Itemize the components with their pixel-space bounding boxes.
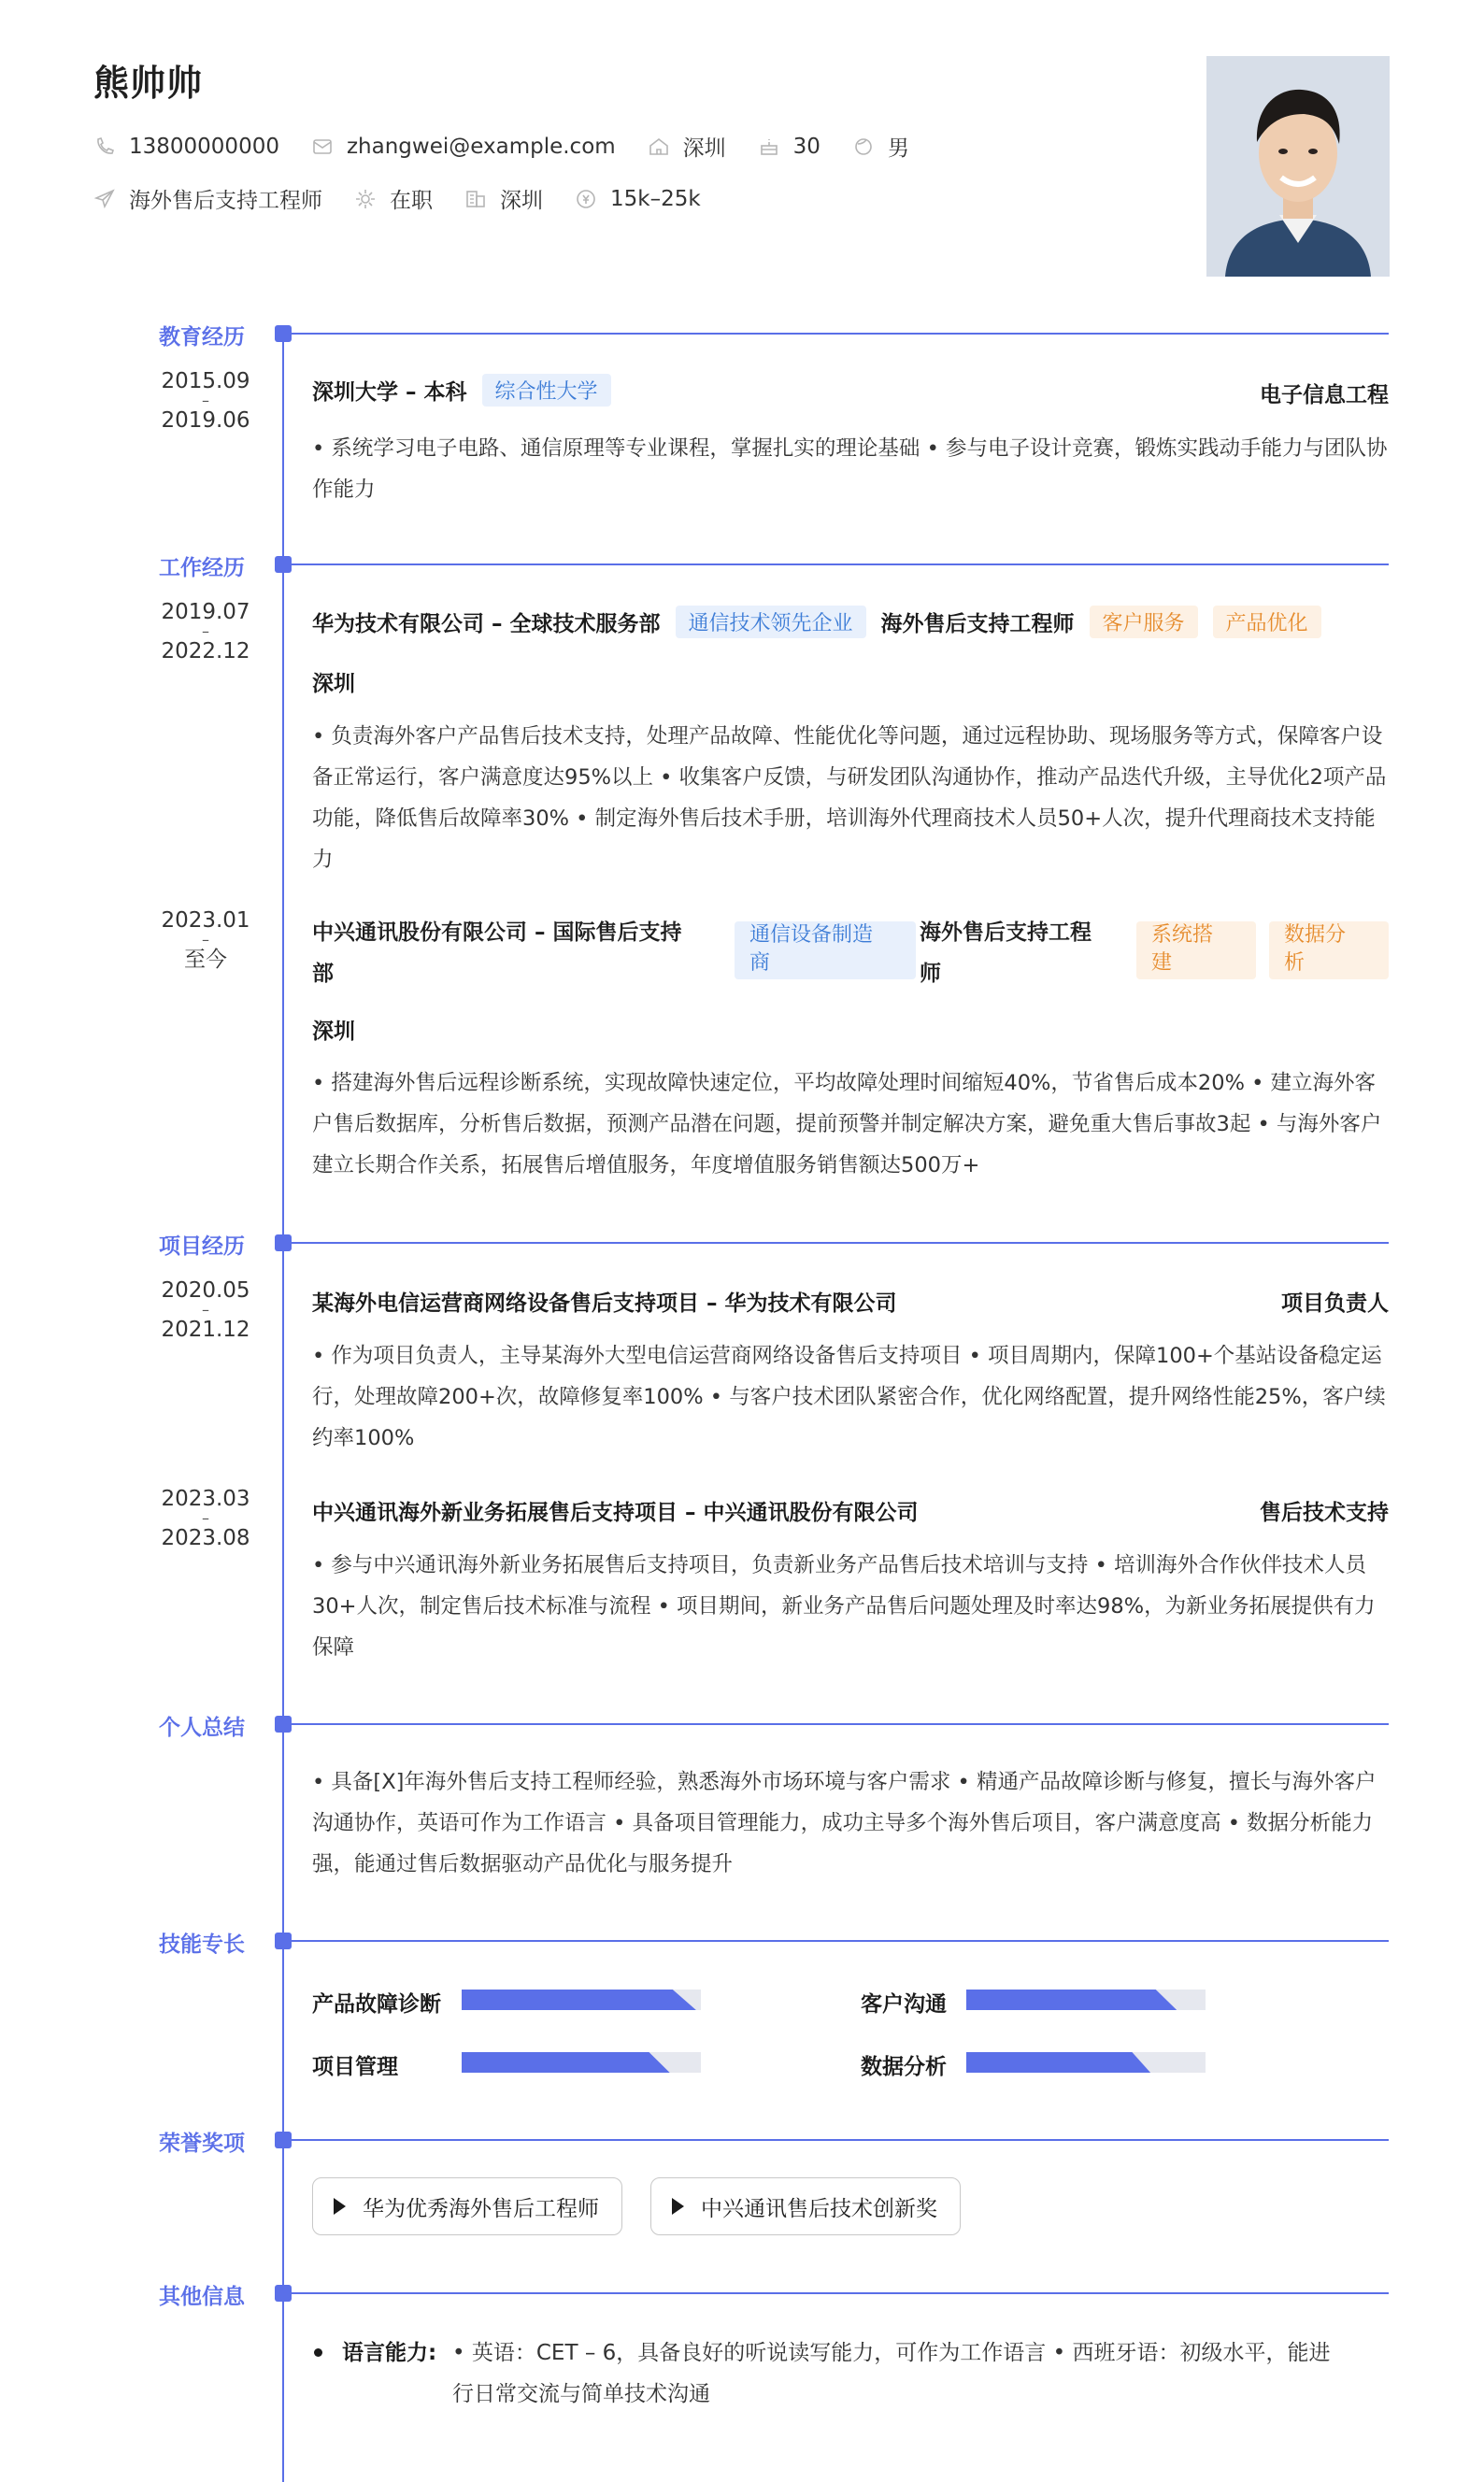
skill-name: 数据分析	[861, 2055, 947, 2079]
date-dash: –	[202, 931, 209, 949]
skill-bar-fill	[966, 1990, 1177, 2010]
date-dash: –	[202, 622, 209, 640]
section-divider	[292, 1242, 1389, 1244]
section-title-summary: 个人总结	[159, 1716, 245, 1740]
skill-name: 项目管理	[312, 2055, 398, 2079]
send-icon	[93, 188, 116, 210]
section-divider	[292, 563, 1389, 565]
date-start: 2023.03	[161, 1487, 250, 1511]
company-line: 中兴通讯股份有限公司 – 国际售后支持	[312, 920, 682, 945]
section-divider	[292, 1940, 1389, 1942]
cake-icon	[758, 136, 780, 158]
date-dash: –	[202, 1509, 209, 1527]
date-end: 至今	[184, 948, 227, 972]
work-date-2	[140, 909, 271, 971]
status-item	[354, 183, 433, 214]
section-title-education: 教育经历	[159, 325, 245, 349]
tag-line: 析	[1284, 951, 1306, 975]
position-text: 海外售后支持工程师	[129, 189, 322, 213]
play-icon	[334, 2198, 346, 2215]
work-date-1	[140, 601, 271, 663]
project-desc-1: • 作为项目负责人，主导某海外大型电信运营商网络设备售后支持项目 • 项目周期内，保障100+个基站设备稳定运行，处理故障200+次，故障修复率100% • 与客户技术团队紧密合作，优化网络配置，提升网络性能25%，客户续约率100%	[312, 1344, 1386, 1450]
section-divider	[292, 1723, 1389, 1725]
skill-name: 客户沟通	[861, 1992, 947, 2017]
age-text: 30	[792, 134, 820, 159]
work-desc-1: • 负责海外客户产品售后技术支持，处理产品故障、性能优化等问题，通过远程协助、现场服务等方式，保障客户设备正常运行，客户满意度达95%以上 • 收集客户反馈，与研发团队沟通协作，推动产品迭代升级，主导优化2项产品功能，降低售后故障率30% • 制定海外售后技术手册，培训海外代理商技术人员50+人次，提升代理商技术支持能力	[312, 724, 1387, 872]
work-desc-2: • 搭建海外售后远程诊断系统，实现故障快速定位，平均故障处理时间缩短40%，节省售后成本20% • 建立海外客户售后数据库，分析售后数据，预测产品潜在问题，提前预警并制定解决方案，避免重大售后事故3起 • 与海外客户建立长期合作关系，拓展售后增值服务，年度增值服务销售额达500万+	[312, 1071, 1382, 1177]
education-major: 电子信息工程	[1260, 383, 1389, 407]
date-start: 2023.01	[161, 908, 250, 933]
section-marker	[275, 2285, 292, 2302]
skill-bar-fill	[462, 2052, 670, 2073]
tag-line: 数据分	[1284, 923, 1347, 947]
section-marker	[275, 1933, 292, 1949]
date-end: 2019.06	[161, 408, 250, 433]
award-card	[312, 2177, 622, 2235]
section-title-projects: 项目经历	[159, 1234, 245, 1259]
skill-name: 产品故障诊断	[312, 1992, 441, 2017]
company-tag-2	[735, 921, 916, 979]
skill-bar	[462, 1990, 701, 2010]
tag-line: 建	[1151, 951, 1173, 975]
phone-icon	[93, 136, 116, 158]
section-title-other: 其他信息	[159, 2285, 245, 2309]
age-item	[758, 135, 820, 159]
home-icon	[648, 136, 670, 158]
section-marker	[275, 325, 292, 342]
section-title-skills: 技能专长	[159, 1933, 245, 1957]
contact-row	[93, 131, 941, 162]
project-title-2: 中兴通讯海外新业务拓展售后支持项目 – 中兴通讯股份有限公司	[312, 1501, 919, 1525]
salary-item	[575, 187, 701, 211]
play-icon	[672, 2198, 684, 2215]
project-role-1: 项目负责人	[1281, 1291, 1389, 1316]
tag-line: 商	[749, 951, 771, 975]
section-divider	[292, 333, 1389, 335]
school-name: 深圳大学 – 本科	[312, 380, 467, 405]
other-line: • 英语：CET – 6，具备良好的听说读写能力，可作为工作语言 • 西班牙语：初级水平，能进	[452, 2341, 1331, 2365]
project-role-2: 售后技术支持	[1260, 1501, 1389, 1525]
skill-bar	[966, 2052, 1206, 2073]
job-role: 海外售后支持工程师	[880, 612, 1075, 636]
job-role-2	[920, 912, 1116, 994]
intent-row	[93, 183, 733, 214]
project-date-1	[140, 1279, 271, 1341]
role-line: 师	[920, 962, 941, 986]
date-start: 2015.09	[161, 369, 250, 393]
salary-text: 15k–25k	[610, 186, 701, 211]
date-end: 2021.12	[161, 1318, 250, 1342]
timeline-line	[282, 333, 284, 2482]
avatar-photo	[1206, 56, 1390, 277]
section-divider	[292, 2139, 1389, 2141]
phone-text: 13800000000	[129, 134, 279, 159]
gender-icon	[852, 136, 875, 158]
section-marker	[275, 556, 292, 573]
project-date-2	[140, 1488, 271, 1549]
date-dash: –	[202, 1301, 209, 1319]
city-item	[648, 131, 726, 162]
phone-item	[93, 135, 279, 159]
date-start: 2020.05	[161, 1278, 250, 1303]
other-label: 语言能力:	[342, 2341, 437, 2365]
gender-item	[852, 131, 909, 162]
date-end: 2023.08	[161, 1526, 250, 1550]
date-start: 2019.07	[161, 600, 250, 624]
role-line: 海外售后支持工程	[920, 920, 1092, 945]
award-name: 中兴通讯售后技术创新奖	[701, 2196, 937, 2221]
education-date	[140, 370, 271, 432]
company-line: 部	[312, 962, 334, 986]
status-icon	[354, 188, 377, 210]
date-end: 2022.12	[161, 639, 250, 663]
skill-tag-2b	[1269, 921, 1389, 979]
skill-tag: 产品优化	[1213, 606, 1321, 638]
award-card	[650, 2177, 961, 2235]
bullet-icon	[314, 2348, 322, 2357]
status-text: 在职	[390, 189, 433, 213]
other-line: 行日常交流与简单技术沟通	[452, 2382, 710, 2406]
candidate-name: 熊帅帅	[93, 63, 204, 104]
education-title	[312, 374, 611, 407]
skill-bar-fill	[462, 1990, 696, 2010]
project-desc-2: • 参与中兴通讯海外新业务拓展售后支持项目，负责新业务产品售后技术培训与支持 • 培训海外合作伙伴技术人员30+人次，制定售后技术标准与流程 • 项目期间，新业务产品售后问题处理及时率达98%，为新业务拓展提供有力保障	[312, 1553, 1376, 1660]
company-name: 华为技术有限公司 – 全球技术服务部	[312, 612, 661, 636]
email-item	[311, 135, 616, 159]
section-marker	[275, 2132, 292, 2148]
email-text: zhangwei@example.com	[346, 134, 616, 159]
work-title-1	[312, 606, 1321, 638]
section-marker	[275, 1716, 292, 1733]
skill-bar	[462, 2052, 701, 2073]
section-title-work: 工作经历	[159, 556, 245, 580]
money-icon	[575, 188, 597, 210]
skill-tag: 客户服务	[1090, 606, 1198, 638]
skill-bar-fill	[966, 2052, 1150, 2073]
gender-text: 男	[887, 136, 909, 161]
mail-icon	[311, 136, 334, 158]
other-text	[452, 2332, 1391, 2415]
company-tag: 通信技术领先企业	[676, 606, 866, 638]
company-name-2	[312, 912, 705, 994]
building-icon	[464, 188, 487, 210]
school-tag: 综合性大学	[482, 374, 611, 407]
work-city-text: 深圳	[500, 189, 543, 213]
position-item	[93, 183, 322, 214]
work-city-1: 深圳	[312, 672, 355, 696]
skill-bar	[966, 1990, 1206, 2010]
project-title-1: 某海外电信运营商网络设备售后支持项目 – 华为技术有限公司	[312, 1291, 897, 1316]
section-title-honors: 荣誉奖项	[159, 2132, 245, 2156]
work-city-2: 深圳	[312, 1020, 355, 1044]
date-dash: –	[202, 392, 209, 409]
award-name: 华为优秀海外售后工程师	[363, 2196, 599, 2221]
work-city-item	[464, 183, 543, 214]
city-text: 深圳	[682, 136, 726, 161]
tag-line: 系统搭	[1151, 923, 1214, 947]
education-desc: • 系统学习电子电路、通信原理等专业课程，掌握扎实的理论基础 • 参与电子设计竞赛，锻炼实践动手能力与团队协作能力	[312, 436, 1388, 502]
tag-line: 通信设备制造	[749, 923, 874, 947]
summary-text: • 具备[X]年海外售后支持工程师经验，熟悉海外市场环境与客户需求 • 精通产品故障诊断与修复，擅长与海外客户沟通协作，英语可作为工作语言 • 具备项目管理能力，成功主导多个海外售后项目，客户满意度高 • 数据分析能力强，能通过售后数据驱动产品优化与服务提升	[312, 1770, 1377, 1876]
section-divider	[292, 2292, 1389, 2294]
section-marker	[275, 1234, 292, 1251]
skill-tag-2a	[1136, 921, 1256, 979]
